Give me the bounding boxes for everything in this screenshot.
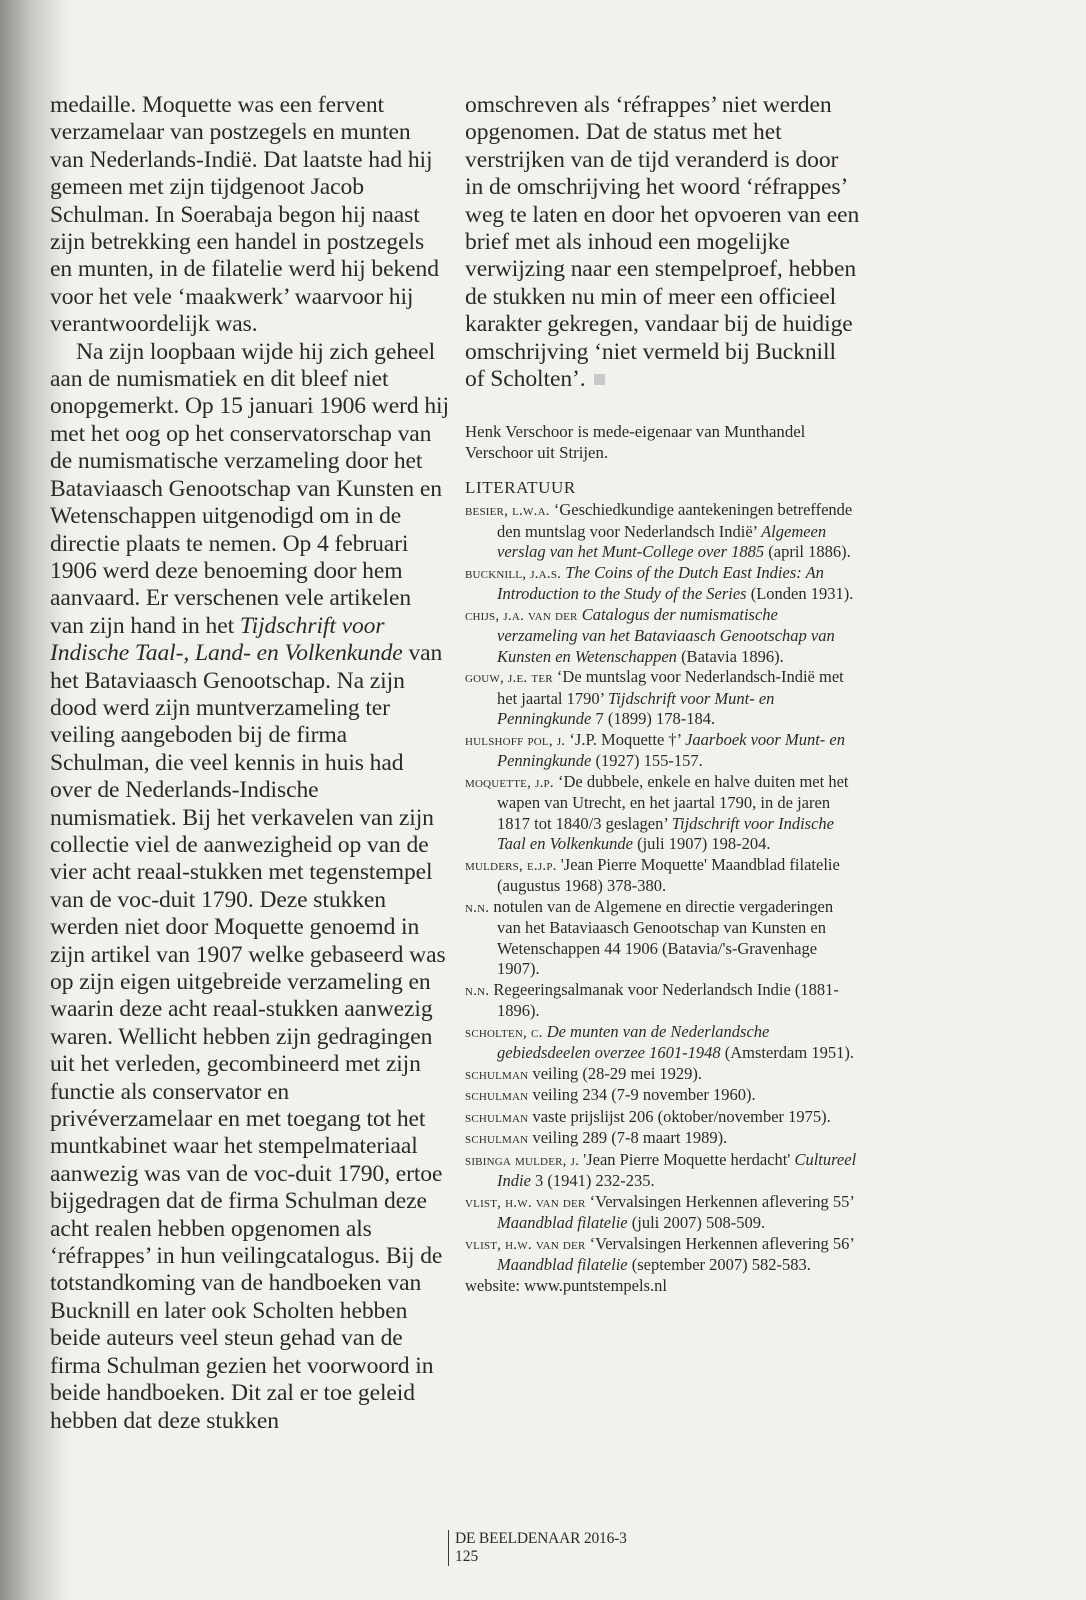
right-text-column <box>465 92 860 1296</box>
paragraph-2: Na zijn loopbaan wijde hij zich geheel aan de numismatiek en dit bleef niet onopgemerkt. Op 15 januari 1906 werd hij met het oog op het conservatorschap van de numismatische verzameling door het Bataviaasch Genootschap van Kunsten en Wetenschappen uitgenodigd om in de directie plaats te nemen. Op 4 februari 1906 werd deze benoeming door hem aanvaard. Er verschenen vele artikelen van zijn hand in het Tijdschrift voor Indische Taal-, Land- en Volkenkunde van het Bataviaasch Genootschap. Na zijn dood werd zijn muntverzameling ter veiling aangeboden bij de firma Schulman, die veel kennis in huis had over de Nederlands-Indische numismatiek. Bij het verkavelen van zijn collectie viel de aanwezigheid op van de vier acht reaal-stukken met tegenstempel van de voc-duit 1790. Deze stukken werden niet door Moquette genoemd in zijn artikel van 1907 welke gebaseerd was op zijn eigen uitgebreide verzameling en waarin deze acht reaal-stukken aanwezig waren. Wellicht hebben zijn gedragingen uit het verleden, gecombineerd met zijn functie als conservator en privéverzamelaar en met toegang tot het muntkabinet waar het stempelmateriaal aanwezig was van de voc-duit 1790, ertoe bijgedragen dat de firma Schulman deze acht realen hebben opgenomen als ‘réfrappes’ in hun veilingcatalogus. Bij de totstandkoming van de handboeken van Bucknill en later ook Scholten hebben beide auteurs veel steun gehad van de firma Schulman gezien het voorwoord in beide handboeken. Dit zal er toe geleid hebben dat deze stukken <box>50 338 449 1434</box>
reference-details: (september 2007) 582-583. <box>627 1255 811 1275</box>
reference-author: scholten, c. <box>465 1023 543 1041</box>
website-link[interactable]: website: www.puntstempels.nl <box>465 1275 667 1295</box>
reference-title: Maandblad filatelie <box>497 1255 628 1275</box>
page-number: 125 <box>455 1548 479 1565</box>
reference-title: Cultureel Indie <box>497 1149 857 1191</box>
reference-author: mulders, e.j.p. <box>465 856 557 874</box>
reference-title: Tijdschrift voor Indische Taal en Volkenkunde <box>497 813 834 854</box>
reference-title: Tijdschrift voor Munt- en Penningkunde <box>497 688 775 729</box>
reference-text: 'Jean Pierre Moquette herdacht' <box>583 1149 795 1169</box>
reference-item <box>465 605 860 668</box>
reference-item <box>465 1234 860 1276</box>
reference-text: notulen van de Algemene en directie vergaderingen van het Bataviaasch Genootschap van Kunsten en Wetenschappen 44 1906 (Batavia/'s-Gravenhage 1907). <box>493 896 834 979</box>
reference-details: (1927) 155-157. <box>591 751 703 771</box>
left-text-column <box>50 92 450 1435</box>
reference-text: Regeeringsalmanak voor Nederlandsch Indie (1881-1896). <box>493 979 839 1021</box>
literature-heading: LITERATUUR <box>465 478 576 498</box>
reference-details: (juli 2007) 508-509. <box>627 1213 766 1233</box>
reference-details: (Batavia 1896). <box>676 646 784 666</box>
reference-text: ‘De dubbele, enkele en halve duiten met het wapen van Utrecht, en het jaartal 1790, in de jaren 1817 tot 1840/3 geslagen’ <box>497 771 849 833</box>
reference-author: vlist, h.w. van der <box>465 1235 586 1253</box>
reference-text: ‘Vervalsingen Herkennen aflevering 55’ <box>589 1191 854 1211</box>
page-footer <box>448 1530 627 1566</box>
reference-title: Catalogus der numismatische verzameling van het Bataviaasch Genootschap van Kunsten en Wetenschappen <box>497 604 835 666</box>
reference-item <box>465 897 860 980</box>
reference-author: vlist, h.w. van der <box>465 1193 586 1211</box>
paragraph-3: omschreven als ‘réfrappes’ niet werden opgenomen. Dat de status met het verstrijken van de tijd veranderd is door in de omschrijving het woord ‘réfrappes’ weg te laten en door het opvoeren van een brief met als inhoud een mogelijke verwijzing naar een stempelproef, hebben de stukken nu min of meer een officieel karakter gekregen, vandaar bij de huidige omschrijving ‘niet vermeld bij Bucknill of Scholten’. <box>465 92 860 393</box>
reference-text: ‘J.P. Moquette †’ <box>569 729 686 749</box>
reference-item <box>465 980 860 1022</box>
reference-details: (Amsterdam 1951). <box>720 1043 854 1063</box>
reference-author: sibinga mulder, j. <box>465 1151 580 1169</box>
reference-author: schulman <box>465 1130 529 1148</box>
reference-details: 7 (1899) 178-184. <box>591 709 716 729</box>
reference-item <box>465 855 860 897</box>
reference-text: veiling (28-29 mei 1929). <box>532 1063 703 1083</box>
paragraph-1: medaille. Moquette was een fervent verzamelaar van postzegels en munten van Nederlands-Indië. Dat laatste had hij gemeen met zijn tijdgenoot Jacob Schulman. In Soerabaja begon hij naast zijn betrekking een handel in postzegels en munten, in de filatelie werd hij bekend voor het vele ‘maakwerk’ waarvoor hij verantwoordelijk was. <box>50 92 439 338</box>
reference-title: Jaarboek voor Munt- en Penningkunde <box>497 729 845 771</box>
reference-title: Algemeen verslag van het Munt-College over 1885 <box>497 521 827 562</box>
reference-author: schulman <box>465 1108 529 1126</box>
reference-text: ‘De muntslag voor Nederlandsch-Indië met het jaartal 1790’ <box>497 667 844 708</box>
journal-title: Tijdschrift voor Indische Taal-, Land- en Volkenkunde <box>50 612 403 667</box>
reference-item <box>465 500 860 563</box>
reference-title: De munten van de Nederlandsche gebiedsdeelen overzee 1601-1948 <box>497 1021 770 1063</box>
reference-item <box>465 1192 860 1234</box>
reference-item <box>465 772 860 855</box>
author-bio: Henk Verschoor is mede-eigenaar van Munthandel Verschoor uit Strijen. <box>465 422 806 463</box>
reference-item <box>465 730 860 772</box>
reference-details: (Londen 1931). <box>746 584 854 604</box>
reference-author: gouw, j.e. ter <box>465 669 553 687</box>
reference-item <box>465 1107 860 1129</box>
reference-item <box>465 1022 860 1064</box>
reference-item <box>465 667 860 730</box>
end-of-article-square-icon <box>594 374 605 385</box>
reference-text: veiling 234 (7-9 november 1960). <box>532 1085 756 1105</box>
reference-author: bucknill, j.a.s. <box>465 564 562 582</box>
reference-title: The Coins of the Dutch East Indies: An Introduction to the Study of the Series <box>497 562 824 604</box>
reference-details: 3 (1941) 232-235. <box>530 1171 655 1191</box>
reference-item <box>465 1085 860 1107</box>
reference-author: n.n. <box>465 898 490 916</box>
reference-item <box>465 1150 860 1192</box>
reference-text: ‘Geschiedkundige aantekeningen betreffende den muntslag voor Nederlandsch Indië’ <box>497 500 853 541</box>
journal-name: DE BEELDENAAR 2016-3 <box>455 1530 627 1547</box>
reference-text: vaste prijslijst 206 (oktober/november 1975). <box>532 1106 831 1126</box>
reference-details: (april 1886). <box>764 542 851 562</box>
reference-item <box>465 1064 860 1086</box>
reference-item <box>465 1128 860 1150</box>
reference-title: Maandblad filatelie <box>497 1213 628 1233</box>
reference-author: hulshoff pol, j. <box>465 731 566 749</box>
reference-author: besier, l.w.a. <box>465 502 550 520</box>
reference-author: schulman <box>465 1087 529 1105</box>
reference-details: (juli 1907) 198-204. <box>632 834 771 854</box>
reference-text: 'Jean Pierre Moquette' Maandblad filatelie (augustus 1968) 378-380. <box>497 854 840 896</box>
reference-item <box>465 563 860 605</box>
reference-list <box>465 500 860 1276</box>
reference-author: moquette, j.p. <box>465 773 554 791</box>
reference-text: veiling 289 (7-8 maart 1989). <box>532 1128 728 1148</box>
reference-author: n.n. <box>465 981 490 999</box>
reference-text: ‘Vervalsingen Herkennen aflevering 56’ <box>589 1233 854 1253</box>
reference-author: schulman <box>465 1065 529 1083</box>
reference-author: chijs, j.a. van der <box>465 606 578 624</box>
